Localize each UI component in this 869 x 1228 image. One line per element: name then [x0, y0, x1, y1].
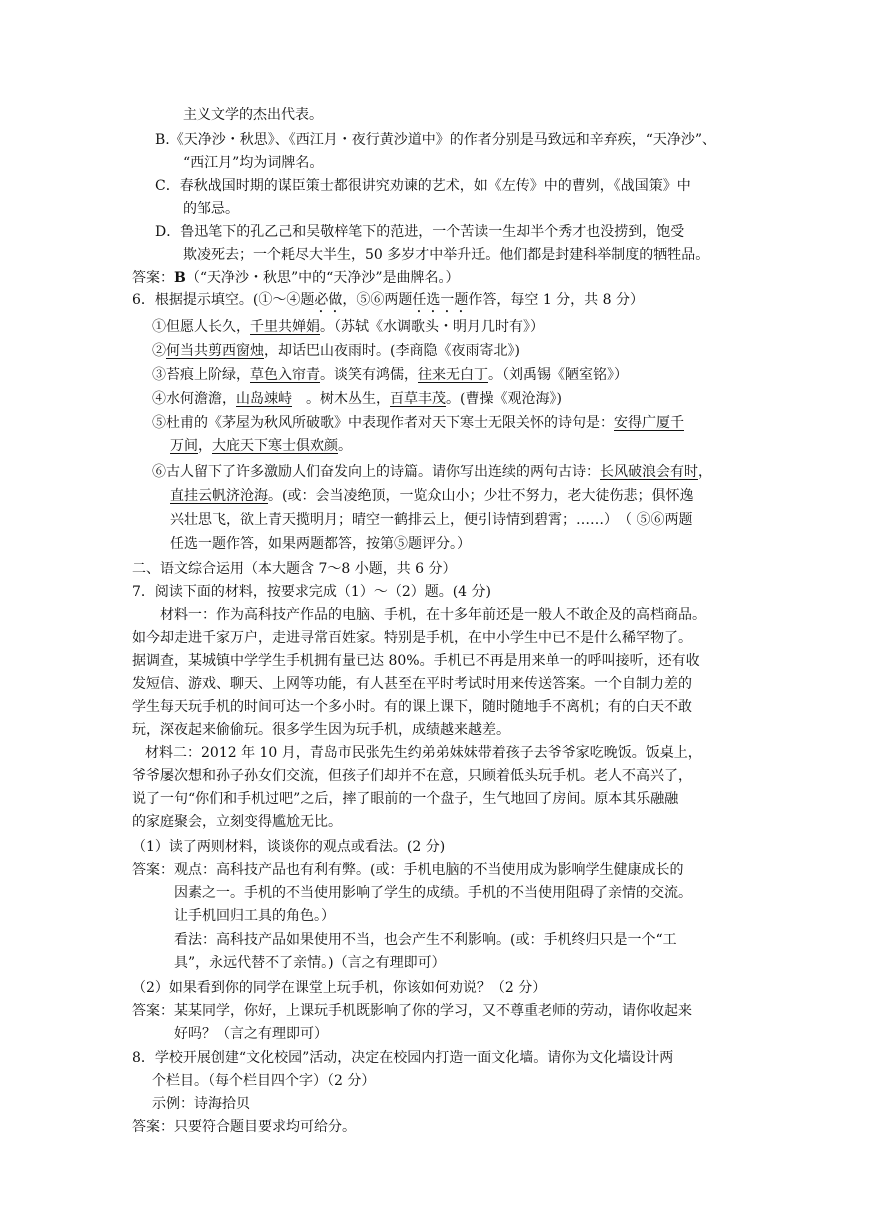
q5-option-d-line2: 欺凌死去；一个耗尽大半生，50 多岁才中举升迁。他们都是封建科举制度的牺牲品。 [183, 247, 710, 263]
q7-answer-1-line1: 答案：观点：高科技产品也有利有弊。(或：手机电脑的不当使用成为影响学生健康成长的 [132, 862, 684, 878]
answer-underlined: 直挂云帆济沧海 [170, 488, 268, 504]
q8-title-line2: 个栏目。（每个栏目四个字）（2 分） [152, 1073, 376, 1089]
q5-option-b-line1: B.《天净沙・秋思》、《西江月・夜行黄沙道中》的作者分别是马致远和辛弃疾，“天净沙”、 [155, 132, 717, 148]
q6-item-3 [152, 365, 628, 385]
q5-option-c-line1: C．春秋战国时期的谋臣策士都很讲究劝谏的艺术，如《左传》中的曹刿，《战国策》中 [155, 178, 691, 194]
q5-option-c-line2: 的邹忌。 [183, 201, 239, 217]
q7-title: 7．阅读下面的材料，按要求完成（1）～（2）题。(4 分) [132, 584, 492, 600]
text: ①但愿人长久， [152, 319, 250, 335]
answer-underlined: 山岛竦峙 [236, 391, 292, 407]
text: ⑤杜甫的《茅屋为秋风所破歌》中表现作者对天下寒士无限关怀的诗句是： [152, 415, 614, 431]
q7-answer-1-line5: 具”，永远代替不了亲情。)（言之有理即可） [174, 955, 446, 971]
text: ③苔痕上阶绿， [152, 367, 250, 383]
q6-item-2 [152, 341, 520, 361]
q7-answer-2-line1: 答案：某某同学，你好，上课玩手机既影响了你的学习，又不尊重老师的劳动，请你收起来 [132, 1003, 692, 1019]
q5-option-b-line2: “西江月”均为词牌名。 [183, 155, 324, 171]
q6-item-6-line4: 任选一题作答，如果两题都答，按第⑤题评分。） [170, 536, 471, 552]
material-1-line5: 学生每天玩手机的时间可达一个多小时。有的课上课下，随时随地手不离机；有的白天不敢 [132, 699, 692, 715]
answer-underlined: 大庇天下寒士俱欢颜 [212, 438, 338, 454]
q7-answer-2-line2: 好吗？（言之有理即可） [174, 1026, 328, 1042]
text: ⑥古人留下了许多激励人们奋发向上的诗篇。请你写出连续的两句古诗： [152, 464, 600, 480]
material-1-line6: 玩，深夜起来偷偷玩。很多学生因为玩手机，成绩越来越差。 [132, 722, 510, 738]
q6-item-1 [152, 317, 544, 337]
q7-answer-1-line3: 让手机回归工具的角色。） [174, 908, 335, 924]
material-1-line3: 据调查，某城镇中学学生手机拥有量已达 80%。手机已不再是用来单一的呼叫接听，还有收 [132, 653, 700, 669]
q6-title-emphasis-2: 任选一题 [412, 292, 469, 308]
q6-item-6-line3: 兴壮思飞，欲上青天揽明月；晴空一鹤排云上，便引诗情到碧霄；……） （ ⑤⑥两题 [170, 512, 693, 528]
text: ④水何澹澹， [152, 391, 236, 407]
answer-underlined: 安得广厦千 [614, 415, 684, 431]
q8-title-line1: 8．学校开展创建“文化校园”活动，决定在校园内打造一面文化墙。请你为文化墙设计两 [132, 1050, 674, 1066]
q6-title-pre: 6．根据提示填空。(①～④题 [132, 292, 315, 308]
answer-underlined: 百草丰茂 [390, 391, 446, 407]
answer-underlined: 往来无白丁 [418, 367, 488, 383]
answer-label: 答案： [132, 270, 174, 286]
text: ， [698, 464, 712, 480]
q7-answer-1-line2: 因素之一。手机的不当使用影响了学生的成绩。手机的不当使用阻碍了亲情的交流。 [174, 885, 692, 901]
material-2-line3: 说了一句“你们和手机过吧”之后，摔了眼前的一个盘子，生气地回了房间。原本其乐融融 [132, 791, 679, 807]
text: 。（刘禹锡《陋室铭》） [488, 367, 628, 383]
q6-item-5-line2 [170, 436, 352, 456]
q6-title [132, 290, 644, 310]
text: 。树木丛生， [292, 391, 390, 407]
q5-answer [132, 268, 459, 288]
answer-note: （“天净沙・秋思”中的“天净沙”是曲牌名。） [185, 270, 460, 286]
text: ， [198, 438, 212, 454]
q7-sub-question-1: （1）读了两则材料，谈谈你的观点或看法。(2 分) [132, 839, 446, 855]
q6-item-6-line1 [152, 462, 712, 482]
text: 。(曹操《观沧海》) [446, 391, 562, 407]
q6-item-6-line2 [170, 486, 693, 506]
q6-title-mid: ，⑤⑥两题 [342, 292, 413, 308]
q6-title-emphasis-1: 必做 [314, 292, 343, 308]
q7-answer-1-line4: 看法：高科技产品如果使用不当，也会产生不利影响。(或：手机终归只是一个“工 [174, 932, 677, 948]
material-1-line1: 材料一：作为高科技产作品的电脑、手机，在十多年前还是一般人不敢企及的高档商品。 [160, 607, 706, 623]
answer-underlined: 万间 [170, 438, 198, 454]
text: 。（苏轼《水调歌头・明月几时有》） [320, 319, 544, 335]
material-2-line1: 材料二：2012 年 10 月，青岛市民张先生约弟弟妹妹带着孩子去爷爷家吃晚饭。饭桌上， [145, 745, 702, 761]
text: ，却话巴山夜雨时。(李商隐《夜雨寄北》) [264, 343, 520, 359]
material-2-line4: 的家庭聚会，立刻变得尴尬无比。 [132, 814, 342, 830]
answer-underlined: 千里共婵娟 [250, 319, 320, 335]
q6-item-4 [152, 389, 562, 409]
q6-item-5-line1 [152, 413, 684, 433]
q5-option-d-line1: D．鲁迅笔下的孔乙己和吴敬梓笔下的范进，一个苦读一生却半个秀才也没捞到，饱受 [155, 224, 685, 240]
answer-key: B [174, 270, 186, 286]
material-1-line4: 发短信、游戏、聊天、上网等功能，有人甚至在平时考试时用来传送答案。一个自制力差的 [132, 676, 692, 692]
text: ② [152, 343, 166, 359]
text: 。谈笑有鸿儒， [320, 367, 418, 383]
answer-underlined: 长风破浪会有时 [600, 464, 698, 480]
q7-sub-question-2: （2）如果看到你的同学在课堂上玩手机，你该如何劝说？（2 分） [132, 980, 547, 996]
q5-option-a-tail: 主义文学的杰出代表。 [183, 107, 323, 123]
answer-underlined: 草色入帘青 [250, 367, 320, 383]
text: 。(或：会当凌绝顶，一览众山小；少壮不努力，老大徒伤悲；俱怀逸 [268, 488, 694, 504]
q8-answer: 答案：只要符合题目要求均可给分。 [132, 1119, 356, 1135]
material-1-line2: 如今却走进千家万户，走进寻常百姓家。特别是手机，在中小学生中已不是什么稀罕物了。 [132, 630, 692, 646]
q8-example: 示例：诗海拾贝 [152, 1096, 250, 1112]
answer-underlined: 何当共剪西窗烛 [166, 343, 264, 359]
section-2-heading: 二、语文综合运用（本大题含 7～8 小题，共 6 分） [132, 561, 457, 577]
q6-title-post: 作答，每空 1 分，共 8 分） [468, 292, 644, 308]
material-2-line2: 爷爷屡次想和孙子孙女们交流，但孩子们却并不在意，只顾着低头玩手机。老人不高兴了， [132, 768, 692, 784]
text: 。 [338, 438, 352, 454]
